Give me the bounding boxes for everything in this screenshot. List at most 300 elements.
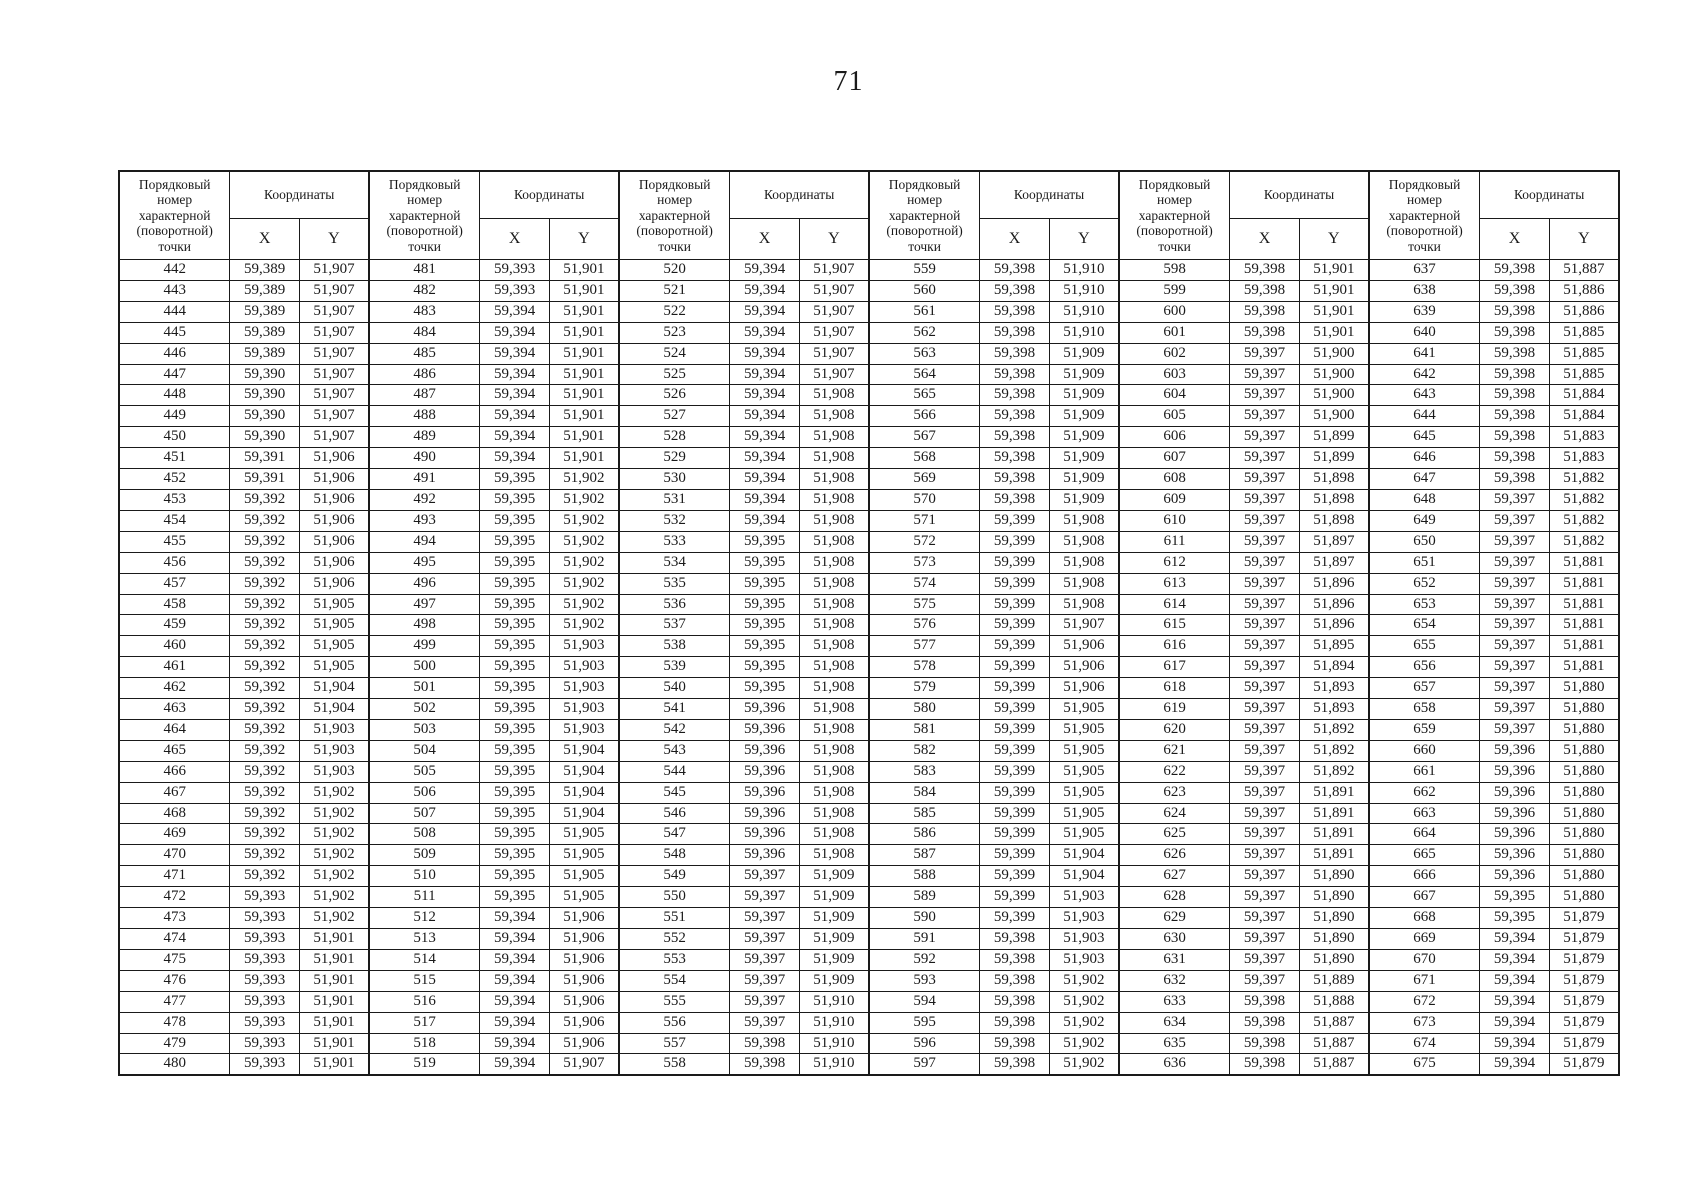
y-value-cell: 51,886 <box>1549 280 1619 301</box>
point-number-cell: 486 <box>369 364 480 385</box>
x-value-cell: 59,396 <box>730 740 800 761</box>
point-number-cell: 542 <box>619 719 730 740</box>
table-row <box>119 740 1619 761</box>
x-value-cell: 59,399 <box>980 552 1050 573</box>
point-number-cell: 594 <box>869 991 980 1012</box>
table-row <box>119 887 1619 908</box>
y-value-cell: 51,907 <box>299 343 369 364</box>
point-number-cell: 456 <box>119 552 230 573</box>
x-value-cell: 59,397 <box>1230 866 1300 887</box>
y-value-cell: 51,885 <box>1549 343 1619 364</box>
x-value-cell: 59,398 <box>1480 427 1550 448</box>
x-value-cell: 59,399 <box>980 657 1050 678</box>
y-header: Y <box>299 219 369 260</box>
y-value-cell: 51,880 <box>1549 824 1619 845</box>
y-value-cell: 51,879 <box>1549 908 1619 929</box>
y-value-cell: 51,908 <box>799 719 869 740</box>
x-value-cell: 59,394 <box>480 1012 550 1033</box>
y-value-cell: 51,904 <box>1049 866 1119 887</box>
x-value-cell: 59,395 <box>480 782 550 803</box>
point-number-cell: 470 <box>119 845 230 866</box>
y-value-cell: 51,905 <box>299 594 369 615</box>
x-value-cell: 59,397 <box>1230 824 1300 845</box>
point-number-cell: 558 <box>619 1054 730 1075</box>
coordinates-header: Координаты <box>1230 171 1369 219</box>
x-value-cell: 59,393 <box>230 949 300 970</box>
x-value-cell: 59,391 <box>230 448 300 469</box>
y-header: Y <box>799 219 869 260</box>
y-value-cell: 51,908 <box>1049 510 1119 531</box>
x-value-cell: 59,394 <box>730 510 800 531</box>
table-row <box>119 719 1619 740</box>
y-value-cell: 51,896 <box>1299 615 1369 636</box>
point-number-cell: 570 <box>869 489 980 510</box>
y-value-cell: 51,906 <box>299 510 369 531</box>
point-number-header: Порядковый номер характерной (поворотной) точки <box>369 171 480 260</box>
y-value-cell: 51,906 <box>549 908 619 929</box>
point-number-cell: 508 <box>369 824 480 845</box>
point-number-cell: 541 <box>619 699 730 720</box>
point-number-cell: 540 <box>619 678 730 699</box>
point-number-cell: 504 <box>369 740 480 761</box>
x-value-cell: 59,396 <box>1480 845 1550 866</box>
x-value-cell: 59,392 <box>230 782 300 803</box>
table-row <box>119 1054 1619 1075</box>
x-value-cell: 59,397 <box>1480 719 1550 740</box>
y-value-cell: 51,910 <box>1049 301 1119 322</box>
y-value-cell: 51,902 <box>299 803 369 824</box>
x-value-cell: 59,398 <box>730 1054 800 1075</box>
y-value-cell: 51,908 <box>799 740 869 761</box>
point-number-cell: 476 <box>119 970 230 991</box>
point-number-cell: 589 <box>869 887 980 908</box>
x-value-cell: 59,398 <box>980 991 1050 1012</box>
x-value-cell: 59,390 <box>230 406 300 427</box>
x-value-cell: 59,398 <box>980 1033 1050 1054</box>
point-number-cell: 460 <box>119 636 230 657</box>
point-number-cell: 614 <box>1119 594 1230 615</box>
point-number-cell: 463 <box>119 699 230 720</box>
y-value-cell: 51,908 <box>1049 552 1119 573</box>
point-number-cell: 580 <box>869 699 980 720</box>
point-number-cell: 644 <box>1369 406 1480 427</box>
x-value-cell: 59,398 <box>980 385 1050 406</box>
y-value-cell: 51,888 <box>1299 991 1369 1012</box>
point-number-cell: 526 <box>619 385 730 406</box>
point-number-cell: 664 <box>1369 824 1480 845</box>
x-value-cell: 59,397 <box>1230 427 1300 448</box>
x-value-cell: 59,398 <box>980 469 1050 490</box>
y-value-cell: 51,909 <box>799 970 869 991</box>
point-number-cell: 653 <box>1369 594 1480 615</box>
x-value-cell: 59,394 <box>480 322 550 343</box>
x-value-cell: 59,397 <box>1230 740 1300 761</box>
point-number-cell: 502 <box>369 699 480 720</box>
table-header <box>119 171 1619 260</box>
x-value-cell: 59,397 <box>1230 594 1300 615</box>
y-value-cell: 51,897 <box>1299 531 1369 552</box>
x-value-cell: 59,394 <box>1480 1033 1550 1054</box>
point-number-cell: 445 <box>119 322 230 343</box>
point-number-cell: 478 <box>119 1012 230 1033</box>
x-value-cell: 59,399 <box>980 719 1050 740</box>
point-number-cell: 652 <box>1369 573 1480 594</box>
y-value-cell: 51,908 <box>799 469 869 490</box>
point-number-cell: 548 <box>619 845 730 866</box>
x-value-cell: 59,397 <box>730 991 800 1012</box>
point-number-cell: 494 <box>369 531 480 552</box>
y-value-cell: 51,902 <box>549 469 619 490</box>
y-value-cell: 51,906 <box>549 1033 619 1054</box>
point-number-cell: 591 <box>869 929 980 950</box>
x-value-cell: 59,398 <box>1230 1033 1300 1054</box>
point-number-cell: 587 <box>869 845 980 866</box>
x-value-cell: 59,394 <box>1480 970 1550 991</box>
table-row <box>119 385 1619 406</box>
y-value-cell: 51,902 <box>1049 1033 1119 1054</box>
y-value-cell: 51,909 <box>1049 427 1119 448</box>
x-value-cell: 59,397 <box>1230 448 1300 469</box>
y-value-cell: 51,896 <box>1299 594 1369 615</box>
x-value-cell: 59,395 <box>730 636 800 657</box>
y-value-cell: 51,909 <box>1049 343 1119 364</box>
y-value-cell: 51,907 <box>1049 615 1119 636</box>
point-number-cell: 462 <box>119 678 230 699</box>
x-value-cell: 59,398 <box>1230 991 1300 1012</box>
point-number-cell: 480 <box>119 1054 230 1075</box>
y-value-cell: 51,887 <box>1299 1054 1369 1075</box>
x-value-cell: 59,394 <box>480 427 550 448</box>
x-value-cell: 59,394 <box>480 406 550 427</box>
x-header: X <box>1230 219 1300 260</box>
y-value-cell: 51,901 <box>299 949 369 970</box>
x-value-cell: 59,399 <box>980 908 1050 929</box>
y-value-cell: 51,908 <box>1049 594 1119 615</box>
y-value-cell: 51,902 <box>299 824 369 845</box>
y-value-cell: 51,887 <box>1299 1012 1369 1033</box>
x-value-cell: 59,395 <box>480 531 550 552</box>
point-number-cell: 487 <box>369 385 480 406</box>
x-value-cell: 59,393 <box>230 1012 300 1033</box>
y-value-cell: 51,910 <box>799 1033 869 1054</box>
x-value-cell: 59,396 <box>730 761 800 782</box>
y-value-cell: 51,881 <box>1549 573 1619 594</box>
x-value-cell: 59,398 <box>980 343 1050 364</box>
x-value-cell: 59,398 <box>1480 364 1550 385</box>
y-value-cell: 51,879 <box>1549 1033 1619 1054</box>
y-value-cell: 51,905 <box>1049 740 1119 761</box>
y-value-cell: 51,879 <box>1549 1054 1619 1075</box>
point-number-cell: 468 <box>119 803 230 824</box>
x-value-cell: 59,396 <box>730 845 800 866</box>
y-value-cell: 51,906 <box>299 552 369 573</box>
point-number-cell: 596 <box>869 1033 980 1054</box>
point-number-cell: 532 <box>619 510 730 531</box>
x-value-cell: 59,394 <box>1480 949 1550 970</box>
y-value-cell: 51,907 <box>299 385 369 406</box>
y-value-cell: 51,908 <box>799 385 869 406</box>
point-number-cell: 477 <box>119 991 230 1012</box>
x-value-cell: 59,392 <box>230 824 300 845</box>
y-value-cell: 51,899 <box>1299 427 1369 448</box>
point-number-cell: 464 <box>119 719 230 740</box>
y-value-cell: 51,897 <box>1299 552 1369 573</box>
point-number-cell: 465 <box>119 740 230 761</box>
x-value-cell: 59,397 <box>1230 343 1300 364</box>
point-number-cell: 636 <box>1119 1054 1230 1075</box>
y-value-cell: 51,907 <box>799 364 869 385</box>
y-value-cell: 51,898 <box>1299 489 1369 510</box>
x-value-cell: 59,392 <box>230 531 300 552</box>
header-row-top <box>119 171 1619 219</box>
x-value-cell: 59,399 <box>980 740 1050 761</box>
x-value-cell: 59,394 <box>480 343 550 364</box>
y-value-cell: 51,908 <box>799 615 869 636</box>
y-value-cell: 51,880 <box>1549 719 1619 740</box>
x-value-cell: 59,393 <box>230 929 300 950</box>
y-value-cell: 51,896 <box>1299 573 1369 594</box>
y-value-cell: 51,901 <box>299 970 369 991</box>
point-number-cell: 621 <box>1119 740 1230 761</box>
point-number-cell: 628 <box>1119 887 1230 908</box>
point-number-cell: 629 <box>1119 908 1230 929</box>
y-value-cell: 51,902 <box>549 573 619 594</box>
y-header: Y <box>1299 219 1369 260</box>
x-value-cell: 59,396 <box>1480 761 1550 782</box>
table-row <box>119 824 1619 845</box>
point-number-cell: 675 <box>1369 1054 1480 1075</box>
y-value-cell: 51,908 <box>799 573 869 594</box>
y-value-cell: 51,909 <box>799 887 869 908</box>
y-value-cell: 51,909 <box>799 929 869 950</box>
x-value-cell: 59,397 <box>1230 929 1300 950</box>
x-value-cell: 59,397 <box>730 887 800 908</box>
y-value-cell: 51,903 <box>1049 929 1119 950</box>
table-row <box>119 364 1619 385</box>
x-value-cell: 59,398 <box>980 280 1050 301</box>
x-value-cell: 59,397 <box>1230 803 1300 824</box>
point-number-cell: 639 <box>1369 301 1480 322</box>
y-header: Y <box>1549 219 1619 260</box>
y-value-cell: 51,902 <box>549 531 619 552</box>
x-value-cell: 59,398 <box>980 929 1050 950</box>
x-value-cell: 59,394 <box>1480 1054 1550 1075</box>
y-value-cell: 51,901 <box>1299 322 1369 343</box>
x-value-cell: 59,395 <box>730 615 800 636</box>
y-value-cell: 51,881 <box>1549 636 1619 657</box>
point-number-cell: 661 <box>1369 761 1480 782</box>
point-number-cell: 523 <box>619 322 730 343</box>
point-number-cell: 442 <box>119 260 230 281</box>
point-number-cell: 547 <box>619 824 730 845</box>
point-number-cell: 641 <box>1369 343 1480 364</box>
point-number-cell: 609 <box>1119 489 1230 510</box>
table-body <box>119 260 1619 1076</box>
point-number-cell: 514 <box>369 949 480 970</box>
y-value-cell: 51,901 <box>1299 260 1369 281</box>
x-value-cell: 59,398 <box>980 322 1050 343</box>
x-value-cell: 59,396 <box>730 824 800 845</box>
x-value-cell: 59,398 <box>1230 260 1300 281</box>
point-number-cell: 451 <box>119 448 230 469</box>
table-row <box>119 594 1619 615</box>
point-number-cell: 550 <box>619 887 730 908</box>
point-number-cell: 501 <box>369 678 480 699</box>
table-row <box>119 427 1619 448</box>
table-row <box>119 280 1619 301</box>
x-value-cell: 59,397 <box>730 1012 800 1033</box>
x-value-cell: 59,398 <box>1230 322 1300 343</box>
x-header: X <box>480 219 550 260</box>
x-value-cell: 59,395 <box>1480 887 1550 908</box>
y-value-cell: 51,901 <box>299 1033 369 1054</box>
y-value-cell: 51,898 <box>1299 510 1369 531</box>
x-value-cell: 59,397 <box>1480 615 1550 636</box>
x-value-cell: 59,398 <box>1480 280 1550 301</box>
point-number-cell: 568 <box>869 448 980 469</box>
point-number-cell: 533 <box>619 531 730 552</box>
point-number-cell: 638 <box>1369 280 1480 301</box>
x-value-cell: 59,394 <box>480 448 550 469</box>
x-value-cell: 59,395 <box>480 699 550 720</box>
x-value-cell: 59,399 <box>980 531 1050 552</box>
point-number-cell: 662 <box>1369 782 1480 803</box>
y-value-cell: 51,880 <box>1549 761 1619 782</box>
y-value-cell: 51,887 <box>1299 1033 1369 1054</box>
point-number-cell: 443 <box>119 280 230 301</box>
y-value-cell: 51,910 <box>799 1054 869 1075</box>
y-value-cell: 51,901 <box>549 364 619 385</box>
y-value-cell: 51,881 <box>1549 657 1619 678</box>
x-value-cell: 59,396 <box>1480 782 1550 803</box>
point-number-cell: 561 <box>869 301 980 322</box>
y-value-cell: 51,905 <box>549 887 619 908</box>
x-value-cell: 59,392 <box>230 510 300 531</box>
point-number-cell: 507 <box>369 803 480 824</box>
point-number-cell: 627 <box>1119 866 1230 887</box>
x-value-cell: 59,397 <box>1230 657 1300 678</box>
x-value-cell: 59,398 <box>980 448 1050 469</box>
y-value-cell: 51,908 <box>799 594 869 615</box>
point-number-cell: 574 <box>869 573 980 594</box>
x-value-cell: 59,398 <box>1230 1054 1300 1075</box>
y-value-cell: 51,890 <box>1299 929 1369 950</box>
y-value-cell: 51,909 <box>799 866 869 887</box>
y-value-cell: 51,903 <box>1049 908 1119 929</box>
y-value-cell: 51,879 <box>1549 991 1619 1012</box>
point-number-cell: 496 <box>369 573 480 594</box>
y-value-cell: 51,883 <box>1549 427 1619 448</box>
y-value-cell: 51,906 <box>299 448 369 469</box>
y-value-cell: 51,905 <box>1049 719 1119 740</box>
y-value-cell: 51,907 <box>799 280 869 301</box>
point-number-cell: 573 <box>869 552 980 573</box>
point-number-cell: 448 <box>119 385 230 406</box>
x-value-cell: 59,399 <box>980 782 1050 803</box>
point-number-cell: 450 <box>119 427 230 448</box>
point-number-cell: 549 <box>619 866 730 887</box>
coordinates-header: Координаты <box>480 171 619 219</box>
point-number-cell: 608 <box>1119 469 1230 490</box>
x-value-cell: 59,397 <box>1480 678 1550 699</box>
table-row <box>119 406 1619 427</box>
point-number-cell: 626 <box>1119 845 1230 866</box>
x-value-cell: 59,392 <box>230 845 300 866</box>
point-number-cell: 588 <box>869 866 980 887</box>
y-value-cell: 51,905 <box>1049 782 1119 803</box>
point-number-cell: 537 <box>619 615 730 636</box>
point-number-cell: 453 <box>119 489 230 510</box>
x-value-cell: 59,397 <box>1230 364 1300 385</box>
point-number-cell: 471 <box>119 866 230 887</box>
point-number-cell: 595 <box>869 1012 980 1033</box>
x-value-cell: 59,394 <box>730 343 800 364</box>
table-row <box>119 636 1619 657</box>
y-value-cell: 51,891 <box>1299 782 1369 803</box>
point-number-cell: 650 <box>1369 531 1480 552</box>
x-value-cell: 59,397 <box>1230 552 1300 573</box>
x-value-cell: 59,399 <box>980 887 1050 908</box>
table-row <box>119 782 1619 803</box>
x-value-cell: 59,395 <box>730 594 800 615</box>
y-value-cell: 51,908 <box>799 406 869 427</box>
point-number-cell: 630 <box>1119 929 1230 950</box>
point-number-cell: 459 <box>119 615 230 636</box>
y-value-cell: 51,891 <box>1299 845 1369 866</box>
y-value-cell: 51,906 <box>1049 657 1119 678</box>
coordinates-header: Координаты <box>230 171 369 219</box>
x-value-cell: 59,395 <box>480 469 550 490</box>
x-value-cell: 59,399 <box>980 761 1050 782</box>
point-number-cell: 672 <box>1369 991 1480 1012</box>
point-number-cell: 581 <box>869 719 980 740</box>
x-value-cell: 59,395 <box>480 615 550 636</box>
x-value-cell: 59,393 <box>230 908 300 929</box>
point-number-cell: 512 <box>369 908 480 929</box>
point-number-cell: 667 <box>1369 887 1480 908</box>
x-value-cell: 59,394 <box>480 385 550 406</box>
y-value-cell: 51,905 <box>549 845 619 866</box>
point-number-cell: 647 <box>1369 469 1480 490</box>
y-value-cell: 51,885 <box>1549 364 1619 385</box>
point-number-cell: 611 <box>1119 531 1230 552</box>
y-value-cell: 51,906 <box>1049 678 1119 699</box>
point-number-cell: 509 <box>369 845 480 866</box>
point-number-cell: 657 <box>1369 678 1480 699</box>
point-number-cell: 674 <box>1369 1033 1480 1054</box>
x-value-cell: 59,389 <box>230 343 300 364</box>
y-value-cell: 51,890 <box>1299 887 1369 908</box>
point-number-cell: 500 <box>369 657 480 678</box>
point-number-cell: 535 <box>619 573 730 594</box>
point-number-cell: 544 <box>619 761 730 782</box>
y-value-cell: 51,908 <box>799 636 869 657</box>
x-value-cell: 59,393 <box>230 970 300 991</box>
x-value-cell: 59,398 <box>980 970 1050 991</box>
point-number-cell: 617 <box>1119 657 1230 678</box>
x-value-cell: 59,397 <box>1230 406 1300 427</box>
y-value-cell: 51,909 <box>1049 469 1119 490</box>
x-value-cell: 59,397 <box>1480 573 1550 594</box>
y-value-cell: 51,902 <box>549 615 619 636</box>
y-value-cell: 51,887 <box>1549 260 1619 281</box>
y-value-cell: 51,903 <box>549 678 619 699</box>
y-value-cell: 51,891 <box>1299 803 1369 824</box>
point-number-header: Порядковый номер характерной (поворотной) точки <box>1369 171 1480 260</box>
table-row <box>119 615 1619 636</box>
y-value-cell: 51,905 <box>1049 761 1119 782</box>
x-value-cell: 59,397 <box>1230 719 1300 740</box>
